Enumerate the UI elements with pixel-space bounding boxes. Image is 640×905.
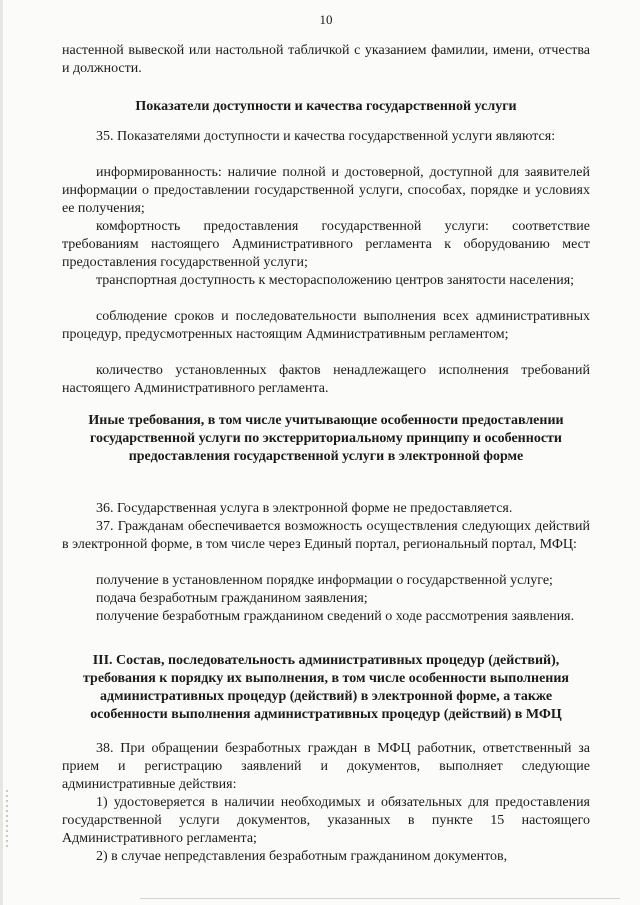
- paragraph-35-item-1: информированность: наличие полной и достоверной, доступной для заявителей информации о предоставлении государственной услуги, способах, порядке и условиях ее получения;: [62, 165, 590, 216]
- paragraph-38-item-2: 2) в случае непредставления безработным гражданином документов,: [96, 849, 508, 864]
- paragraph-38-item-1: 1) удостоверяется в наличии необходимых и обязательных для предоставления государственной услуги документов, указанных в пункте 15 настоящего Административного регламента;: [62, 795, 590, 846]
- section-heading-other-requirements: Иные требования, в том числе учитывающие особенности предоставлении государственной услуги по экстерриториальному принципу и особенности предоставления государственной услуги в электронной форме: [88, 413, 564, 464]
- paragraph-37: 37. Гражданам обеспечивается возможность осуществления следующих действий в электронной форме, в том числе через Единый портал, региональный портал, МФЦ:: [62, 519, 590, 552]
- scan-edge: [0, 0, 3, 905]
- paragraph-35: 35. Показателями доступности и качества государственной услуги являются:: [96, 129, 556, 144]
- paragraph-35-item-5: количество установленных фактов ненадлежащего исполнения требований настоящего Административного регламента.: [62, 363, 590, 396]
- page-number: 10: [319, 12, 333, 27]
- paragraph-37-item-3: получение безработным гражданином сведений о ходе рассмотрения заявления.: [96, 609, 575, 624]
- paragraph-37-item-1: получение в установленном порядке информации о государственной услуге;: [96, 573, 553, 588]
- section-heading-iii: III. Состав, последовательность административных процедур (действий), требования к порядку их выполнения, в том числе особенности выполнения административных процедур (действий) в электронной форме, а также особенности выполнения административных процедур (действий) в МФЦ: [82, 653, 570, 722]
- paragraph-intro: настенной вывеской или настольной табличкой с указанием фамилии, имени, отчества и должности.: [62, 43, 590, 76]
- scan-margin-dots: [6, 790, 8, 850]
- scan-bottom-line: [140, 898, 620, 899]
- paragraph-37-item-2: подача безработным гражданином заявления;: [96, 591, 368, 606]
- paragraph-36: 36. Государственная услуга в электронной форме не предоставляется.: [96, 501, 513, 516]
- paragraph-38: 38. При обращении безработных граждан в МФЦ работник, ответственный за прием и регистрацию заявлений и документов, выполняет следующие административные действия:: [62, 741, 590, 792]
- paragraph-35-item-4: соблюдение сроков и последовательности выполнения всех административных процедур, предусмотренных настоящим Административным регламентом;: [62, 309, 590, 342]
- section-heading-accessibility: Показатели доступности и качества государственной услуги: [135, 99, 517, 114]
- paragraph-35-item-2: комфортность предоставления государственной услуги: соответствие требованиям настоящего Административного регламента к оборудованию мест предоставления государственной услуги;: [62, 219, 590, 270]
- paragraph-35-item-3: транспортная доступность к месторасположению центров занятости населения;: [96, 273, 575, 288]
